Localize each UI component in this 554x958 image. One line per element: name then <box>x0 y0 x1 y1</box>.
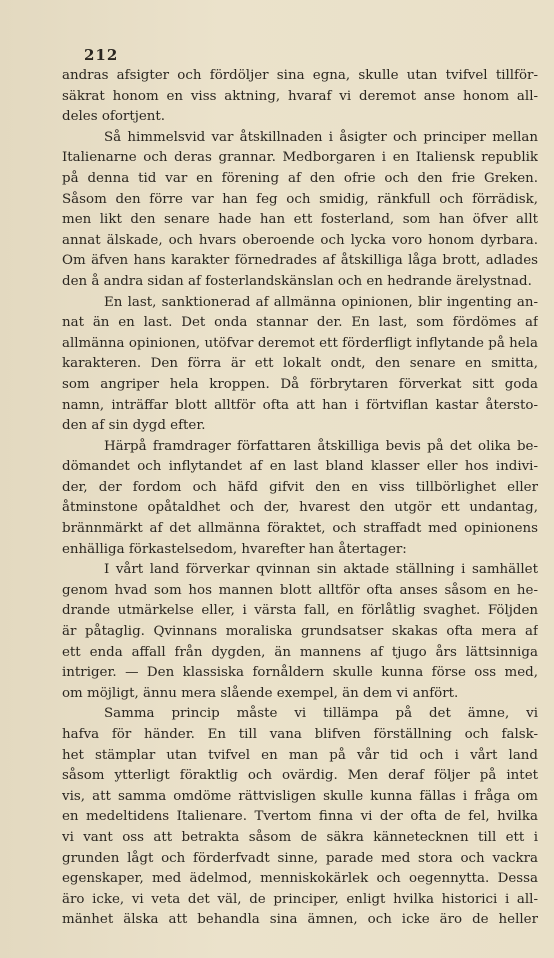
text-line: egenskaper, med ädelmod, menniskokärlek och oegennytta. Dessa <box>62 871 538 887</box>
text-line: allmänna opinionen, utöfvar deremot ett förderfligt inflytande på hela <box>62 335 538 351</box>
text-line: Så himmelsvid var åtskillnaden i åsigter och principer mellan <box>104 129 538 145</box>
text-line: annat älskade, och hvars oberoende och lycka voro honom dyrbara. <box>62 232 538 248</box>
text-line: enhälliga förkastelsedom, hvarefter han återtager: <box>62 541 407 557</box>
text-line: andras afsigter och fördöljer sina egna, skulle utan tvifvel tillför- <box>62 68 538 83</box>
text-line: Såsom den förre var han feg och smidig, ränkfull och förrädisk, <box>62 191 538 207</box>
text-line: äro icke, vi veta det väl, de principer, enligt hvilka historici i all- <box>62 891 538 907</box>
body-text <box>62 66 538 931</box>
text-line: om möjligt, ännu mera slående exempel, än dem vi anfört. <box>62 685 459 701</box>
text-line: En last, sanktionerad af allmänna opinionen, blir ingenting an- <box>104 294 538 310</box>
text-line: namn, inträffar blott alltför ofta att han i förtviflan kastar återsto- <box>62 397 538 413</box>
text-line: het stämplar utan tvifvel en man på vår tid och i vårt land <box>62 747 538 763</box>
text-line: nat än en last. Det onda stannar der. En last, som fördömes af <box>62 315 538 331</box>
text-line: Italienarne och deras grannar. Medborgaren i en Italiensk republik <box>62 150 538 166</box>
text-line: I vårt land förverkar qvinnan sin aktade ställning i samhället <box>104 562 538 578</box>
text-line: Om äfven hans karakter förnedrades af åtskilliga låga brott, adlades <box>62 253 538 269</box>
text-line: brännmärkt af det allmänna föraktet, och straffadt med opinionens <box>62 521 538 537</box>
text-line: åtminstone opåtaldhet och der, hvarest den utgör ett undantag, <box>62 500 538 516</box>
text-line: en medeltidens Italienare. Tvertom finna vi der ofta de fel, hvilka <box>62 809 538 825</box>
text-line: på denna tid var en förening af den ofrie och den frie Greken. <box>62 170 538 186</box>
text-line: men likt den senare hade han ett fosterland, som han öfver allt <box>62 212 538 228</box>
text-line: drande utmärkelse eller, i värsta fall, en förlåtlig svaghet. Följden <box>62 603 538 619</box>
text-line: hafva för händer. En till vana blifven förställning och falsk- <box>62 727 538 742</box>
text-line: vis, att samma omdöme rättvisligen skulle kunna fällas i fråga om <box>62 788 538 804</box>
text-line: genom hvad som hos mannen blott alltför ofta anses såsom en he- <box>62 582 538 598</box>
text-line: som angriper hela kroppen. Då förbrytaren förverkat sitt goda <box>62 376 538 392</box>
text-line: dömandet och inflytandet af en last bland klasser eller hos indivi- <box>62 459 538 475</box>
text-line: den å andra sidan af fosterlandskänslan och en hedrande ärelystnad. <box>62 273 532 289</box>
text-line: der, der fordom och häfd gifvit den en viss tillbörlighet eller <box>62 479 538 495</box>
text-line: ett enda affall från dygden, än mannens af tjugo års lättsinniga <box>62 644 538 660</box>
text-line: deles ofortjent. <box>62 109 166 125</box>
text-line: intriger. — Den klassiska fornåldern skulle kunna förse oss med, <box>62 665 538 681</box>
text-line: grunden lågt och förderfvadt sinne, parade med stora och vackra <box>62 850 538 866</box>
text-line: säkrat honom en viss aktning, hvaraf vi deremot anse honom all- <box>62 88 538 104</box>
text-line: såsom ytterligt föraktlig och ovärdig. Men deraf följer på intet <box>62 768 538 784</box>
text-line: mänhet älska att behandla sina ämnen, och icke äro de heller <box>62 912 538 928</box>
text-line: karakteren. Den förra är ett lokalt ondt, den senare en smitta, <box>62 356 538 372</box>
page-number: 212 <box>84 46 119 64</box>
text-line: vi vant oss att betrakta såsom de säkra kännetecknen till ett i <box>62 829 538 845</box>
text-line: är påtaglig. Qvinnans moraliska grundsatser skakas ofta mera af <box>62 624 538 640</box>
text-line: den af sin dygd efter. <box>62 418 206 434</box>
text-line: Samma princip måste vi tillämpa på det ämne, vi <box>104 706 538 722</box>
text-line: Härpå framdrager författaren åtskilliga bevis på det olika be- <box>104 438 538 454</box>
